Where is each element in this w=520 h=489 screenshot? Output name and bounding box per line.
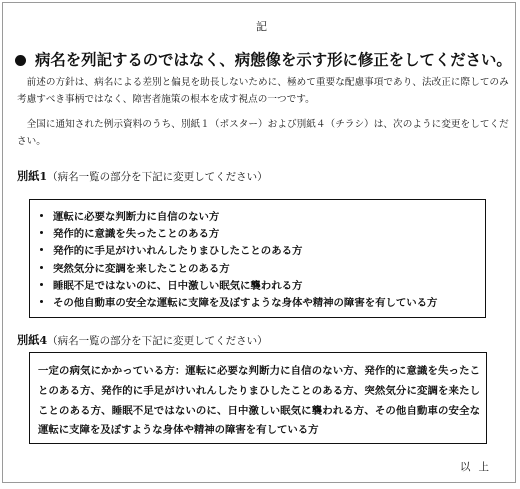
section-1-label: 別紙1 [17,169,48,183]
section-2-subtitle: （病名一覧の部分を下記に変更してください） [47,335,268,347]
section-2-label: 別紙4 [17,333,48,347]
list-item [40,243,485,260]
section-1-title [17,168,268,185]
list-item [40,278,485,295]
document-page [2,2,516,483]
section-2-title [17,332,268,349]
section-2-text: 一定の病気にかかっている方：運転に必要な判断力に自信のない方、発作的に意識を失ったことのある方、発作的に手足がけいれんしたりまひしたことのある方、突然気分に変調を来たしことのある方、睡眠不足ではないのに、日中激しい眠気に襲われる方、その他自動車の安全な運転に支障を及ぼすような身体や精神の障害を有している方 [38,365,480,437]
bullet-dot-icon [40,231,43,234]
paragraph-2: 全国に通知された例示資料のうち、別紙１（ポスター）および別紙４（チラシ）は、次のように変更をしてください。 [17,119,509,147]
list-item [40,209,485,226]
main-heading-text: 病名を列記するのではなく、病態像を示す形に修正をしてください。 [35,51,512,69]
list-item-text: 睡眠不足ではないのに、日中激しい眠気に襲われる方 [53,279,303,292]
paragraph-1: 前述の方針は、病名による差別と偏見を助長しないために、極めて重要な配慮事項であり、法改正に際してのみ考慮すべき事柄ではなく、障害者施策の根本を成す視点の一つです。 [17,77,509,105]
list-item [40,261,485,278]
bullet-icon [15,55,26,66]
section-1-list [40,209,485,312]
bullet-dot-icon [40,214,43,217]
list-item-text: その他自動車の安全な運転に支障を及ぼすような身体や精神の障害を有している方 [53,297,438,310]
ki-marker: 記 [256,20,268,33]
list-item [40,295,485,312]
section-1-box [29,199,486,318]
main-heading [15,50,511,70]
list-item [40,226,485,243]
list-item-text: 発作的に手足がけいれんしたりまひしたことのある方 [53,245,303,258]
bullet-dot-icon [40,248,43,251]
section-1-subtitle: （病名一覧の部分を下記に変更してください） [47,171,268,183]
section-2-box [29,352,487,444]
list-item-text: 突然気分に変調を来したことのある方 [53,262,230,275]
bullet-dot-icon [40,300,43,303]
bullet-dot-icon [40,283,43,286]
closing-mark: 以上 [460,461,497,473]
bullet-dot-icon [40,266,43,269]
list-item-text: 運転に必要な判断力に自信のない方 [53,211,220,223]
list-item-text: 発作的に意識を失ったことのある方 [53,228,220,241]
